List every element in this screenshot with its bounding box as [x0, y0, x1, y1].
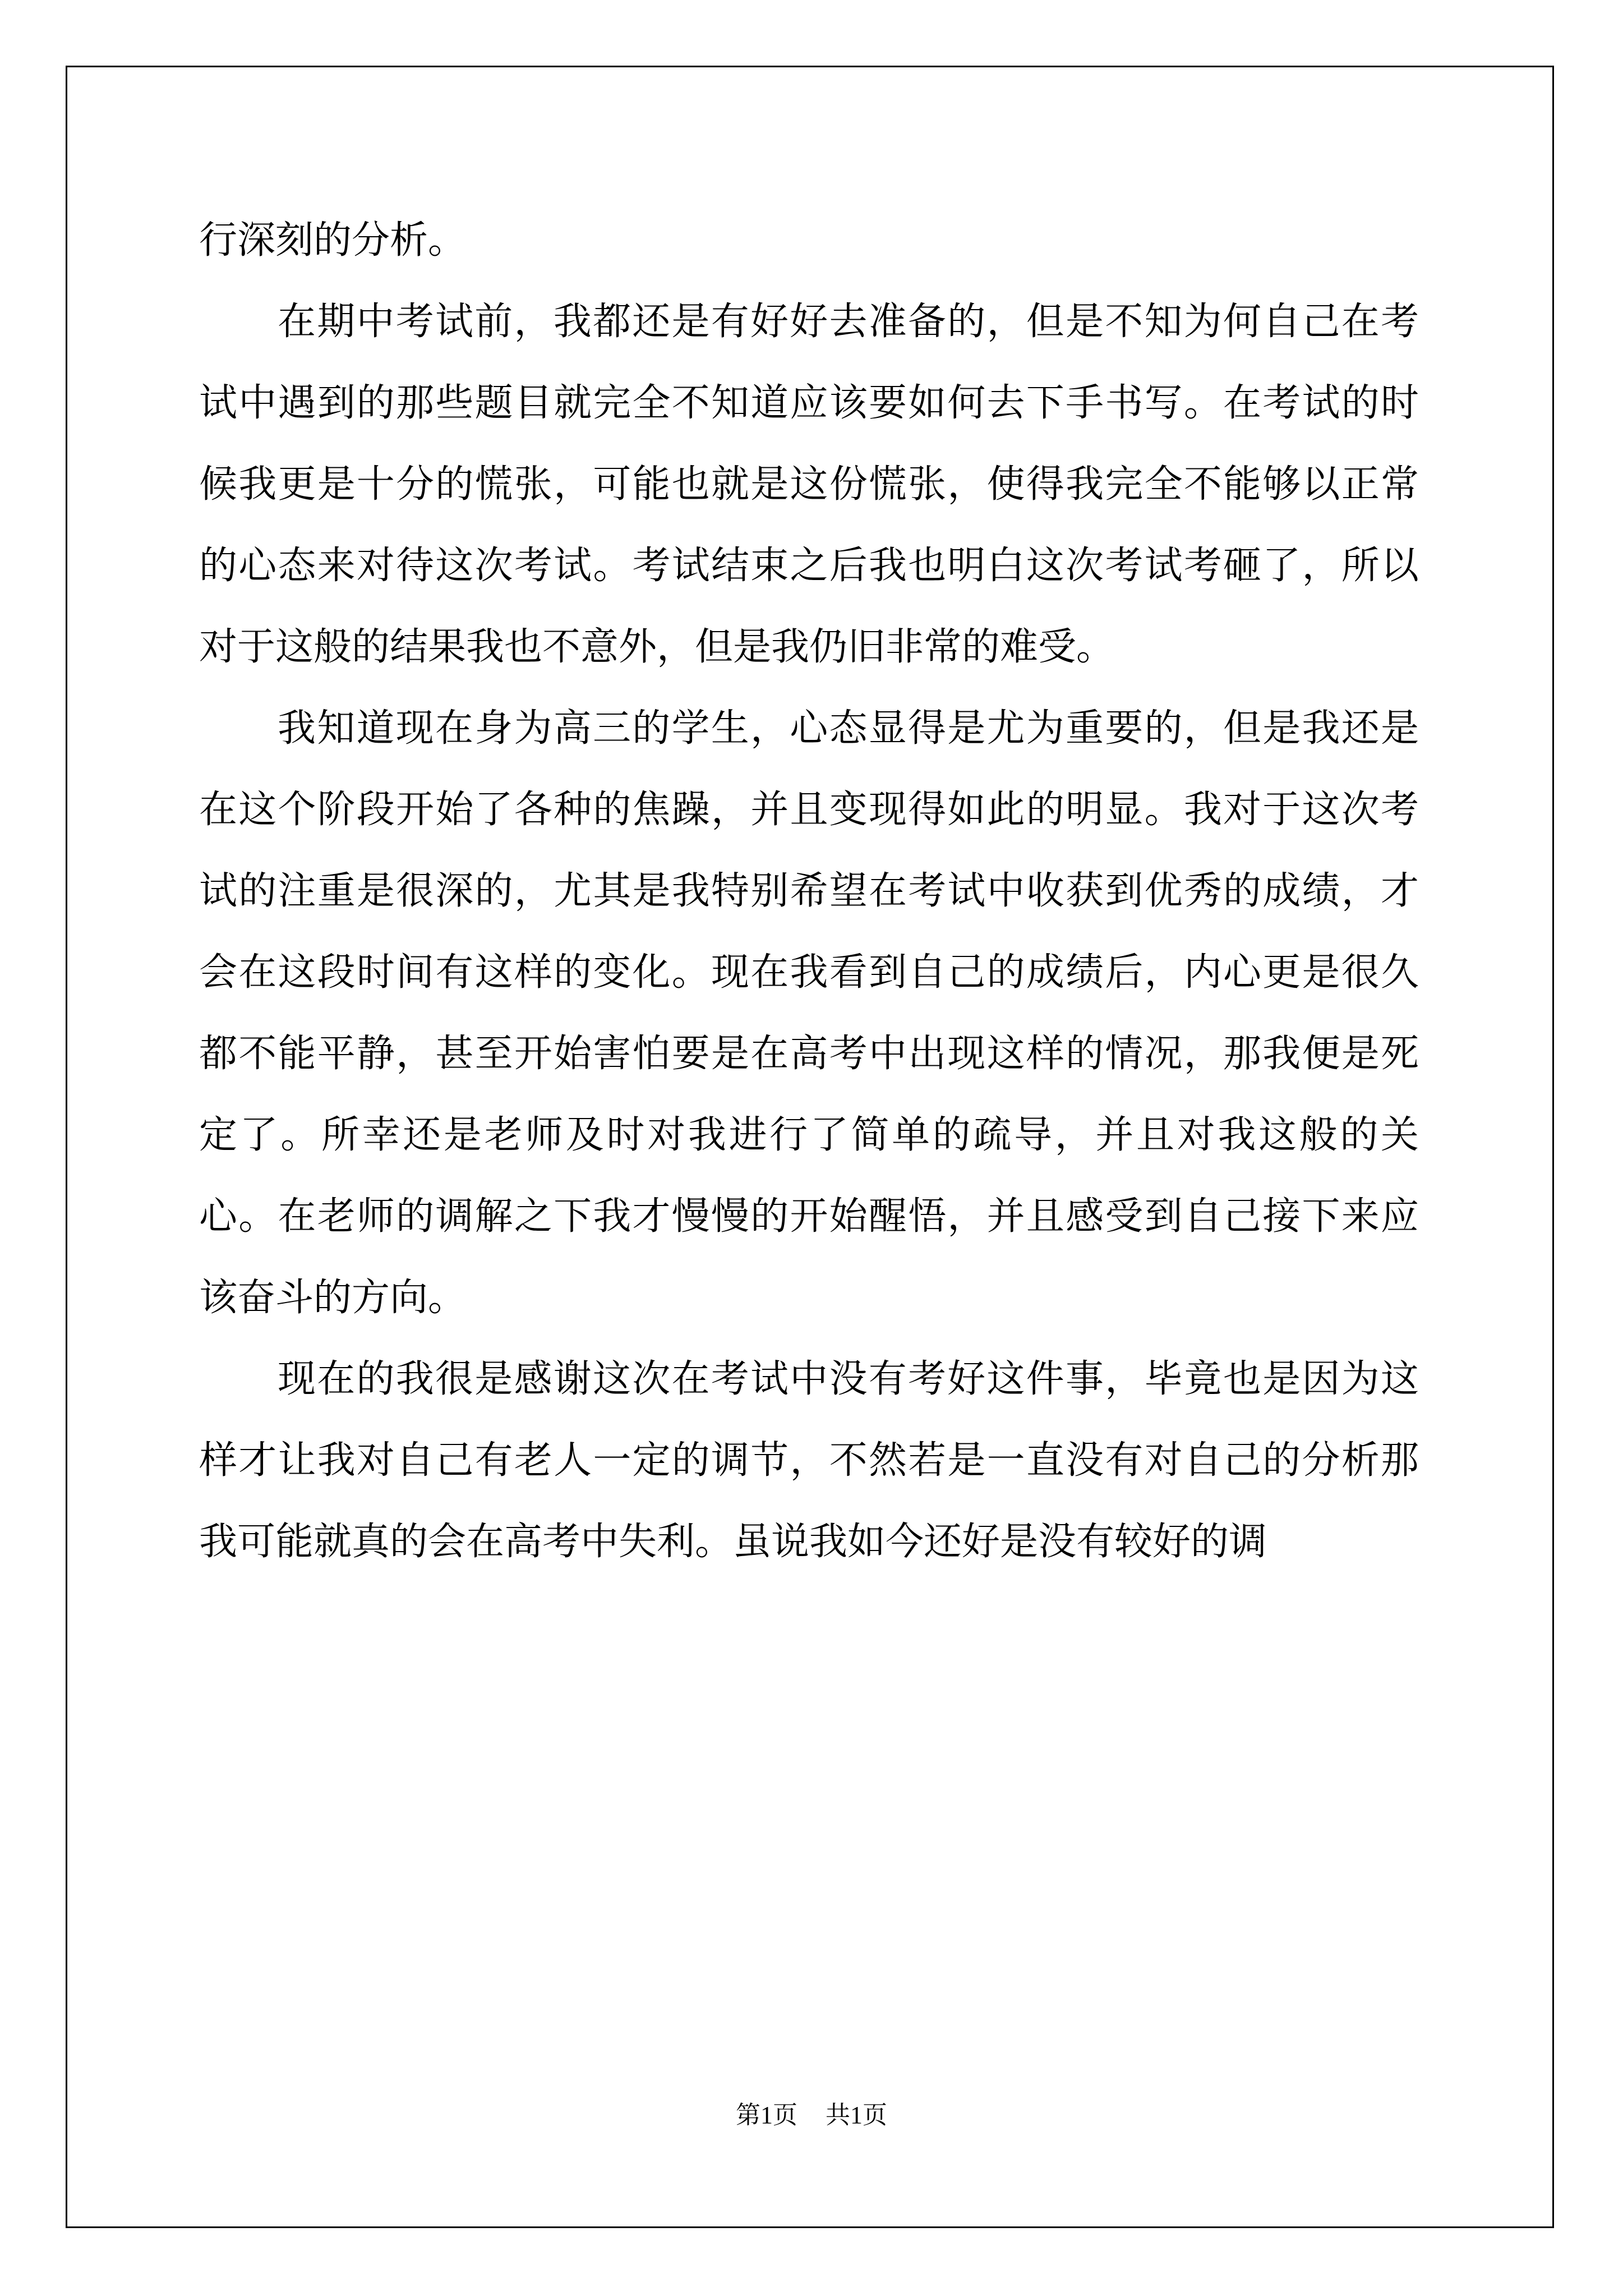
page-total: 共1页: [826, 2101, 887, 2129]
document-body: [199, 200, 1419, 1582]
page-footer: [0, 2095, 1623, 2131]
paragraph-4: 现在的我很是感谢这次在考试中没有考好这件事，毕竟也是因为这样才让我对自己有老人一定的调节，不然若是一直没有对自己的分析那我可能就真的会在高考中失利。虽说我如今还好是没有较好的调: [199, 1357, 1419, 1564]
page-number: 第1页: [736, 2101, 797, 2129]
paragraph-1: 行深刻的分析。: [199, 218, 467, 263]
paragraph-3: 我知道现在身为高三的学生，心态显得是尤为重要的，但是我还是在这个阶段开始了各种的焦躁，并且变现得如此的明显。我对于这次考试的注重是很深的，尤其是我特别希望在考试中收获到优秀的成绩，才会在这段时间有这样的变化。现在我看到自己的成绩后，内心更是很久都不能平静，甚至开始害怕要是在高考中出现这样的情况，那我便是死定了。所幸还是老师及时对我进行了简单的疏导，并且对我这般的关心。在老师的调解之下我才慢慢的开始醒悟，并且感受到自己接下来应该奋斗的方向。: [199, 706, 1419, 1320]
paragraph-2: 在期中考试前，我都还是有好好去准备的，但是不知为何自己在考试中遇到的那些题目就完全不知道应该要如何去下手书写。在考试的时候我更是十分的慌张，可能也就是这份慌张，使得我完全不能够以正常的心态来对待这次考试。考试结束之后我也明白这次考试考砸了，所以对于这般的结果我也不意外，但是我仍旧非常的难受。: [199, 300, 1419, 669]
